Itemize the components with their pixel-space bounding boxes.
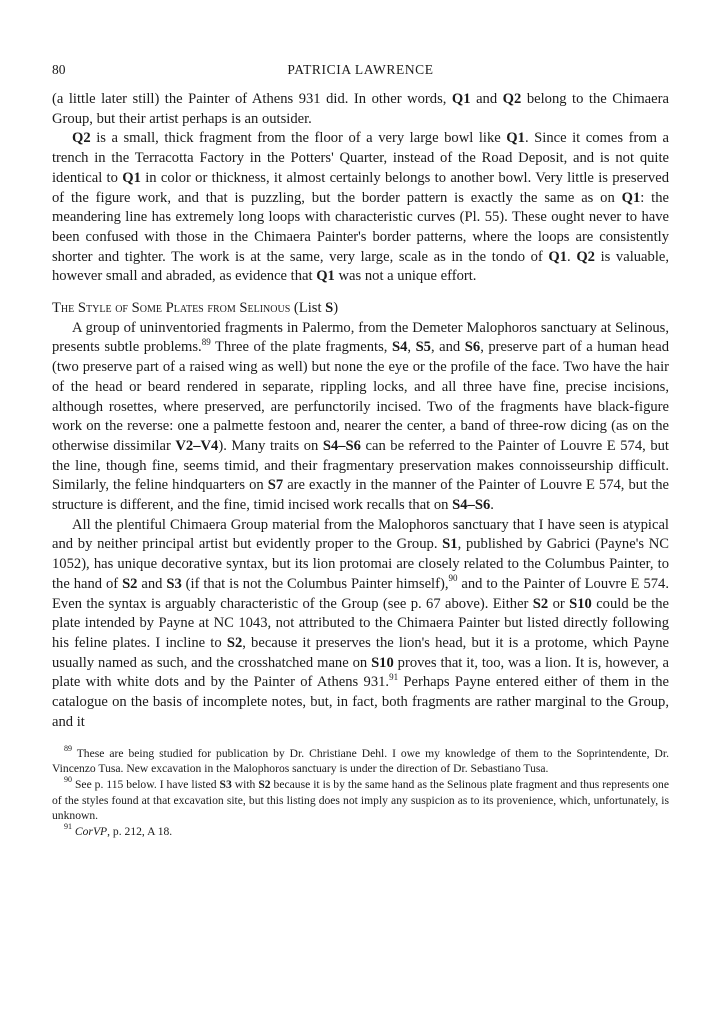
footnote-91: $^{91}$ CorVP, p. 212, A 18. xyxy=(64,822,173,839)
footnote-ref-91[interactable]: 91 xyxy=(389,671,399,682)
paragraph-4: All the plentiful Chimaera Group material from the Malophoros sanctuary that I have seen is atypical and by neither principal artist but evidently proper to the Group. S1, published by Gabrici (Payne's NC 1052), has unique decorative syntax, but its lion protomai are closely related to the Columbus Painter, to the hand of S2 and S3 (if that is not the Columbus Painter himself),$^{90}$ and to the Painter of Louvre E 574. Even the syntax is arguably characteristic of the Group (see p. 67 above). Either S2 or S10 could be the plate intended by Payne at NC 1043, not attributed to the Chimaera Painter but listed directly following his feline plates. I incline to S2, because it preserves the lion's head, but it is a protome, which Payne usually named as such, and the crosshatched mane on S10 proves that it, too, was a lion. It is, however, a plate with white dots and by the Painter of Athens 931.91 Perhaps Payne entered either of them in the catalogue on the basis of incomplete notes, but, in fact, both fragments are rather marginal to the Group, and it xyxy=(52,516,669,730)
running-head: PATRICIA LAWRENCE xyxy=(287,62,434,77)
footnote-90: $^{90}$ See p. 115 below. I have listed S3 with S2 because it is by the same hand as the Selinous plate fragment and thus represents one of the styles found at that excavation site, but this listing does not imply any suspicion as to its provenience, which, unfortunately, is unknown. xyxy=(52,775,669,823)
page-header xyxy=(52,60,669,82)
footnote-89: $^{89}$ These are being studied for publication by Dr. Christiane Dehl. I owe my knowledge of them to the Soprintendente, Dr. Vincenzo Tusa. New excavation in the Malophoros sanctuary is under the direction of Dr. Sebastiano Tusa. xyxy=(52,743,669,776)
paragraph-1: (a little later still) the Painter of Athens 931 did. In other words, Q1 and Q2 belong to the Chimaera Group, but their artist perhaps is an outsider. xyxy=(52,91,669,127)
section-heading: The Style of Some Plates from Selinous (List S) xyxy=(52,300,339,317)
footnotes xyxy=(52,743,669,840)
footnote-ref-89[interactable]: 89 xyxy=(201,336,211,347)
document-page xyxy=(52,60,669,840)
page-number: 80 xyxy=(52,62,66,77)
footnote-ref-90[interactable]: 90 xyxy=(448,573,458,584)
paragraph-2: Q2 is a small, thick fragment from the floor of a very large bowl like Q1. Since it comes from a trench in the Terracotta Factory in the Potters' Quarter, instead of the Road Deposit, and is not quite identical to Q1 in color or thickness, it almost certainly belongs to another bowl. Very little is preserved of the figure work, and that is puzzling, but the border pattern is exactly the same as on Q1: the meandering line has extremely long loops with characteristic curves (Pl. 55). These ought never to have been confused with those in the Chimaera Painter's border patterns, where the loops are consistently shorter and tighter. The work is at the same, very large, scale as in the tondo of Q1. Q2 is valuable, however small and abraded, as evidence that Q1 was not a unique effort. xyxy=(52,130,669,285)
paragraph-3: A group of uninventoried fragments in Palermo, from the Demeter Malophoros sanctuary at Selinous, presents subtle problems.$^{89}$ Three of the plate fragments, S4, S5, and S6, preserve part of a human head (two preserve part of a raised wing as well) but none the eye or the profile of the face. Two have the hair of the head or beard rendered in separate, rippling locks, and all three have fine, precise incisions, although rosettes, where preserved, are perfunctorily incised. Two of the fragments have black-figure work on the reverse: one a palmette festoon and, nearer the center, a band of three-row dicing (as on the otherwise dissimilar V2–V4). Many traits on S4–S6 can be referred to the Painter of Louvre E 574, but the line, though fine, seems timid, and their fragmentary preservation makes connoisseurship difficult. Similarly, the feline hindquarters on S7 are exactly in the manner of the Painter of Louvre E 574, but the structure is different, and the fine, timid incised work recalls that on S4–S6. xyxy=(52,319,669,514)
